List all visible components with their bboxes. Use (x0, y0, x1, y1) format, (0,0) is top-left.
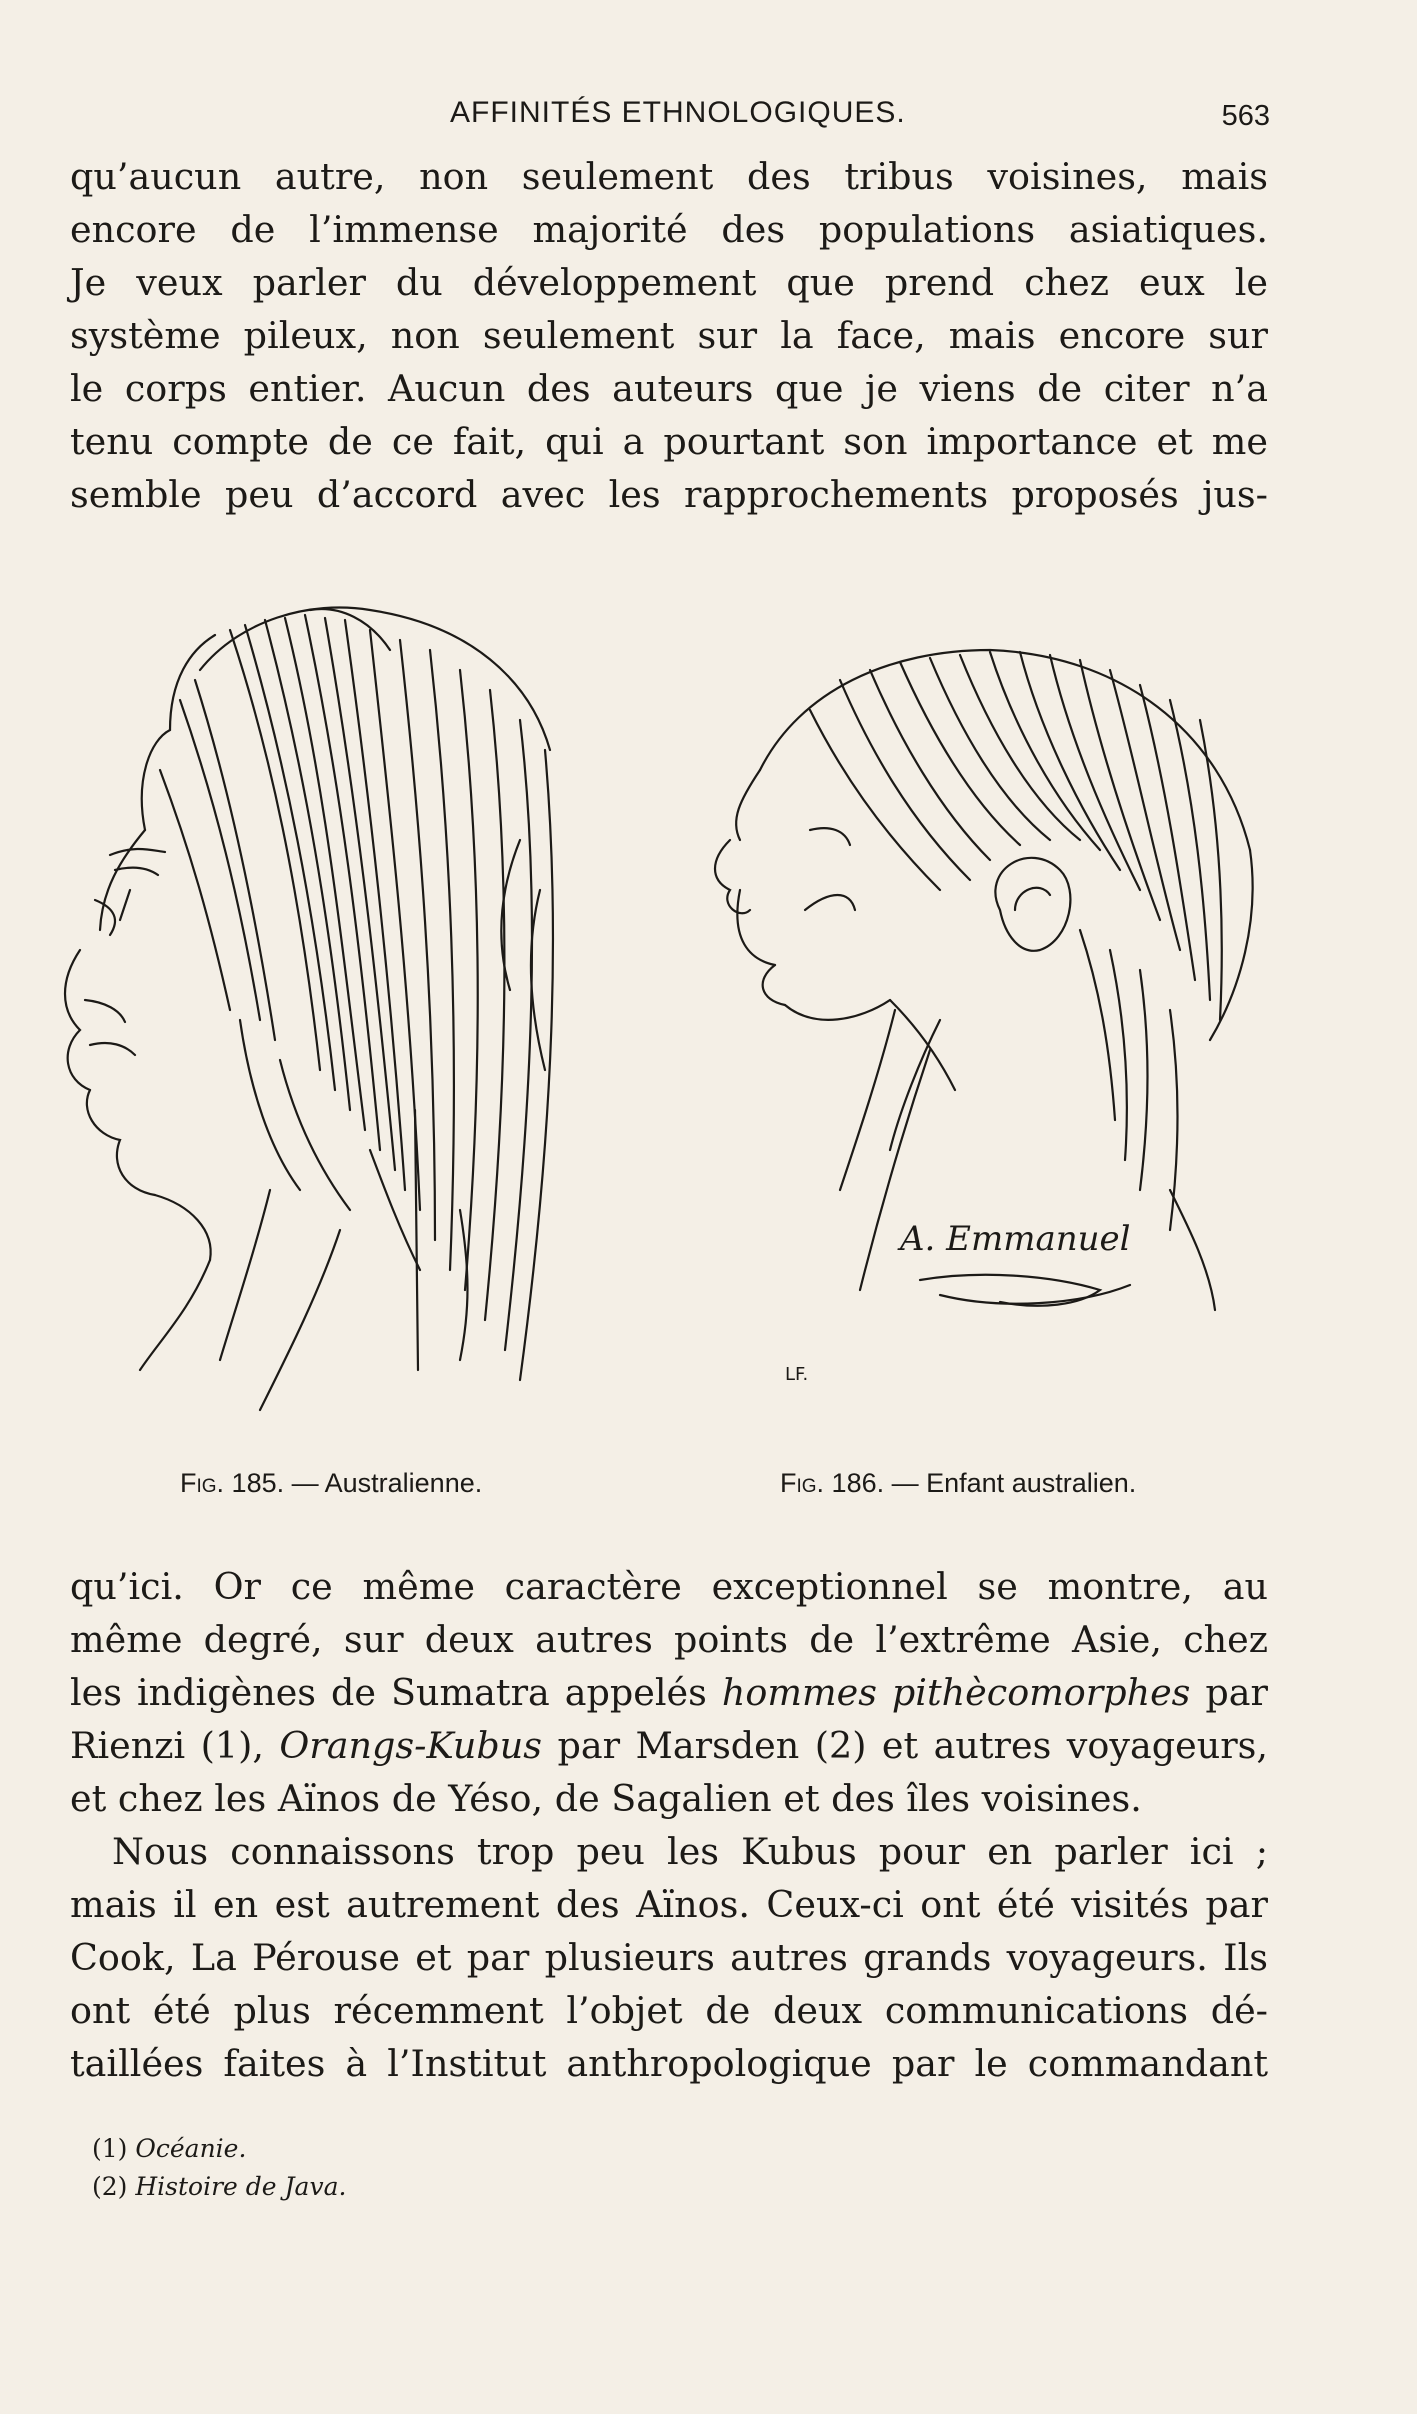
text-line: qu’ici. Or ce même caractère exceptionnel se montre, au (70, 1565, 1268, 1608)
page-number: 563 (1221, 100, 1270, 132)
text-line: qu’aucun autre, non seulement des tribus voisines, mais (70, 155, 1268, 198)
text-line: mais il en est autrement des Aïnos. Ceux-ci ont été visités par (70, 1883, 1268, 1926)
text-line (70, 1825, 1268, 1878)
text-line: taillées faites à l’Institut anthropologique par le commandant (70, 2042, 1268, 2085)
text-line: même degré, sur deux autres points de l’extrême Asie, chez (70, 1618, 1268, 1661)
text-line: encore de l’immense majorité des populations asiatiques. (70, 208, 1268, 251)
text-line: le corps entier. Aucun des auteurs que je viens de citer n’a (70, 367, 1268, 410)
fig-186-drawing (715, 650, 1253, 1310)
caption-title: — Australienne. (291, 1468, 483, 1498)
text-line: semble peu d’accord avec les rapprochements proposés jus- (70, 473, 1268, 516)
caption-label: Fig. 185. (180, 1468, 285, 1498)
footnote-number: (2) (92, 2172, 128, 2201)
footnotes (92, 2130, 346, 2206)
italic-term: hommes pithècomorphes (721, 1671, 1191, 1714)
text-run: par (1190, 1671, 1268, 1714)
fig-185-drawing (65, 608, 553, 1411)
text-line: Cook, La Pérouse et par plusieurs autres grands voyageurs. Ils (70, 1936, 1268, 1979)
caption-label: Fig. 186. (780, 1468, 885, 1498)
caption-fig-185 (180, 1468, 482, 1499)
text-line (70, 1719, 1268, 1772)
engraver-mark: LF. (785, 1364, 809, 1385)
text-line: système pileux, non seulement sur la face, mais encore sur (70, 314, 1268, 357)
footnote-text: Océanie. (135, 2134, 247, 2163)
italic-term: Orangs-Kubus (279, 1724, 543, 1767)
text-line (70, 1666, 1268, 1719)
figure-plate (40, 590, 1290, 1470)
engraving-australian-profiles (40, 590, 1290, 1470)
signature: A. Emmanuel (900, 1219, 1131, 1259)
caption-title: — Enfant australien. (891, 1468, 1137, 1498)
text-run: les indigènes de Sumatra appelés (70, 1671, 722, 1714)
footnote (92, 2168, 346, 2206)
footnote (92, 2130, 346, 2168)
text-line: Je veux parler du développement que prend chez eux le (70, 261, 1268, 304)
text-line: ont été plus récemment l’objet de deux communications dé- (70, 1989, 1268, 2032)
paragraph-3 (70, 1825, 1268, 2090)
paragraph-1 (70, 150, 1268, 521)
footnote-number: (1) (92, 2134, 128, 2163)
paragraph-2 (70, 1560, 1268, 1825)
text-run: Nous connaissons trop peu les Kubus pour en parler ici ; (112, 1830, 1268, 1873)
running-title: AFFINITÉS ETHNOLOGIQUES. (450, 96, 906, 129)
page-header (70, 96, 1270, 136)
caption-fig-186 (780, 1468, 1136, 1499)
text-run: par Marsden (2) et autres voyageurs, (542, 1724, 1268, 1767)
text-line: tenu compte de ce fait, qui a pourtant son importance et me (70, 420, 1268, 463)
footnote-text: Histoire de Java. (135, 2172, 347, 2201)
text-line: et chez les Aïnos de Yéso, de Sagalien et des îles voisines. (70, 1777, 1142, 1820)
text-run: Rienzi (1), (70, 1724, 280, 1767)
